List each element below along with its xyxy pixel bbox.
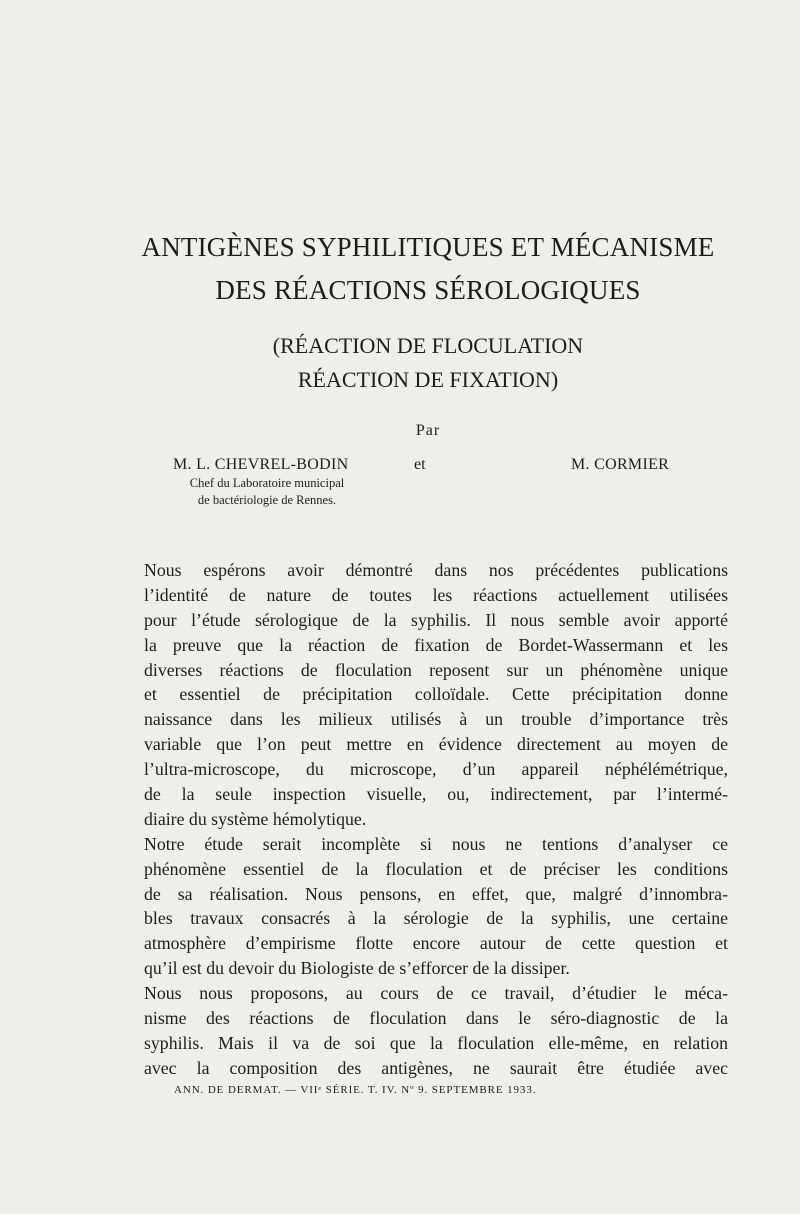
body-line: syphilis. Mais il va de soi que la floculation elle-même, en relation — [144, 1032, 728, 1053]
journal-footer: ANN. DE DERMAT. — VIIᵉ SÉRIE. T. IV. Nº 9. SEPTEMBRE 1933. — [174, 1084, 537, 1096]
body-line: de la seule inspection visuelle, ou, indirectement, par l’intermé- — [144, 784, 728, 805]
article-title-line-2: DES RÉACTIONS SÉROLOGIQUES — [215, 275, 641, 305]
body-line: phénomène essentiel de la floculation et de préciser les conditions — [144, 858, 728, 879]
body-line: pour l’étude sérologique de la syphilis. Il nous semble avoir apporté — [144, 609, 728, 630]
author-conjunction: et — [414, 456, 426, 473]
author-cormier: M. CORMIER — [571, 456, 670, 473]
body-line: la preuve que la réaction de fixation de Bordet-Wassermann et les — [144, 634, 728, 655]
body-line: atmosphère d’empirisme flotte encore autour de cette question et — [144, 933, 728, 954]
body-line: l’ultra-microscope, du microscope, d’un appareil néphélémétrique, — [144, 759, 728, 780]
body-line: diaire du système hémolytique. — [144, 808, 367, 829]
article-subtitle-line-2: RÉACTION DE FIXATION) — [297, 367, 559, 392]
body-line: Nous nous proposons, au cours de ce travail, d’étudier le méca- — [144, 983, 728, 1004]
body-line: l’identité de nature de toutes les réactions actuellement utilisées — [144, 584, 728, 605]
body-line: et essentiel de précipitation colloïdale. Cette précipitation donne — [144, 684, 728, 705]
body-line: diverses réactions de floculation reposent sur un phénomène unique — [144, 659, 728, 680]
body-line: naissance dans les milieux utilisés à un trouble d’importance très — [144, 709, 728, 730]
body-line: qu’il est du devoir du Biologiste de s’efforcer de la dissiper. — [144, 958, 570, 979]
body-line: variable que l’on peut mettre en évidence directement au moyen de — [144, 734, 728, 755]
body-line: de sa réalisation. Nous pensons, en effet, que, malgré d’innombra- — [144, 883, 728, 904]
article-body — [144, 558, 728, 1081]
body-line: Nous espérons avoir démontré dans nos précédentes publications — [144, 560, 728, 580]
body-line: Notre étude serait incomplète si nous ne tentions d’analyser ce — [144, 833, 728, 854]
article-title-line-1: ANTIGÈNES SYPHILITIQUES ET MÉCANISME — [141, 232, 715, 262]
body-line: nisme des réactions de floculation dans le séro-diagnostic de la — [144, 1008, 728, 1029]
author-affiliation-line-2: de bactériologie de Rennes. — [197, 493, 337, 507]
article-subtitle-line-1: (RÉACTION DE FLOCULATION — [272, 333, 584, 358]
author-affiliation-line-1: Chef du Laboratoire municipal — [189, 476, 345, 490]
byline-par: Par — [415, 422, 441, 439]
body-line: avec la composition des antigènes, ne saurait être étudiée avec — [144, 1057, 728, 1078]
body-line: bles travaux consacrés à la sérologie de la syphilis, une certaine — [144, 908, 728, 929]
author-chevrel-bodin: M. L. CHEVREL-BODIN — [173, 456, 349, 473]
